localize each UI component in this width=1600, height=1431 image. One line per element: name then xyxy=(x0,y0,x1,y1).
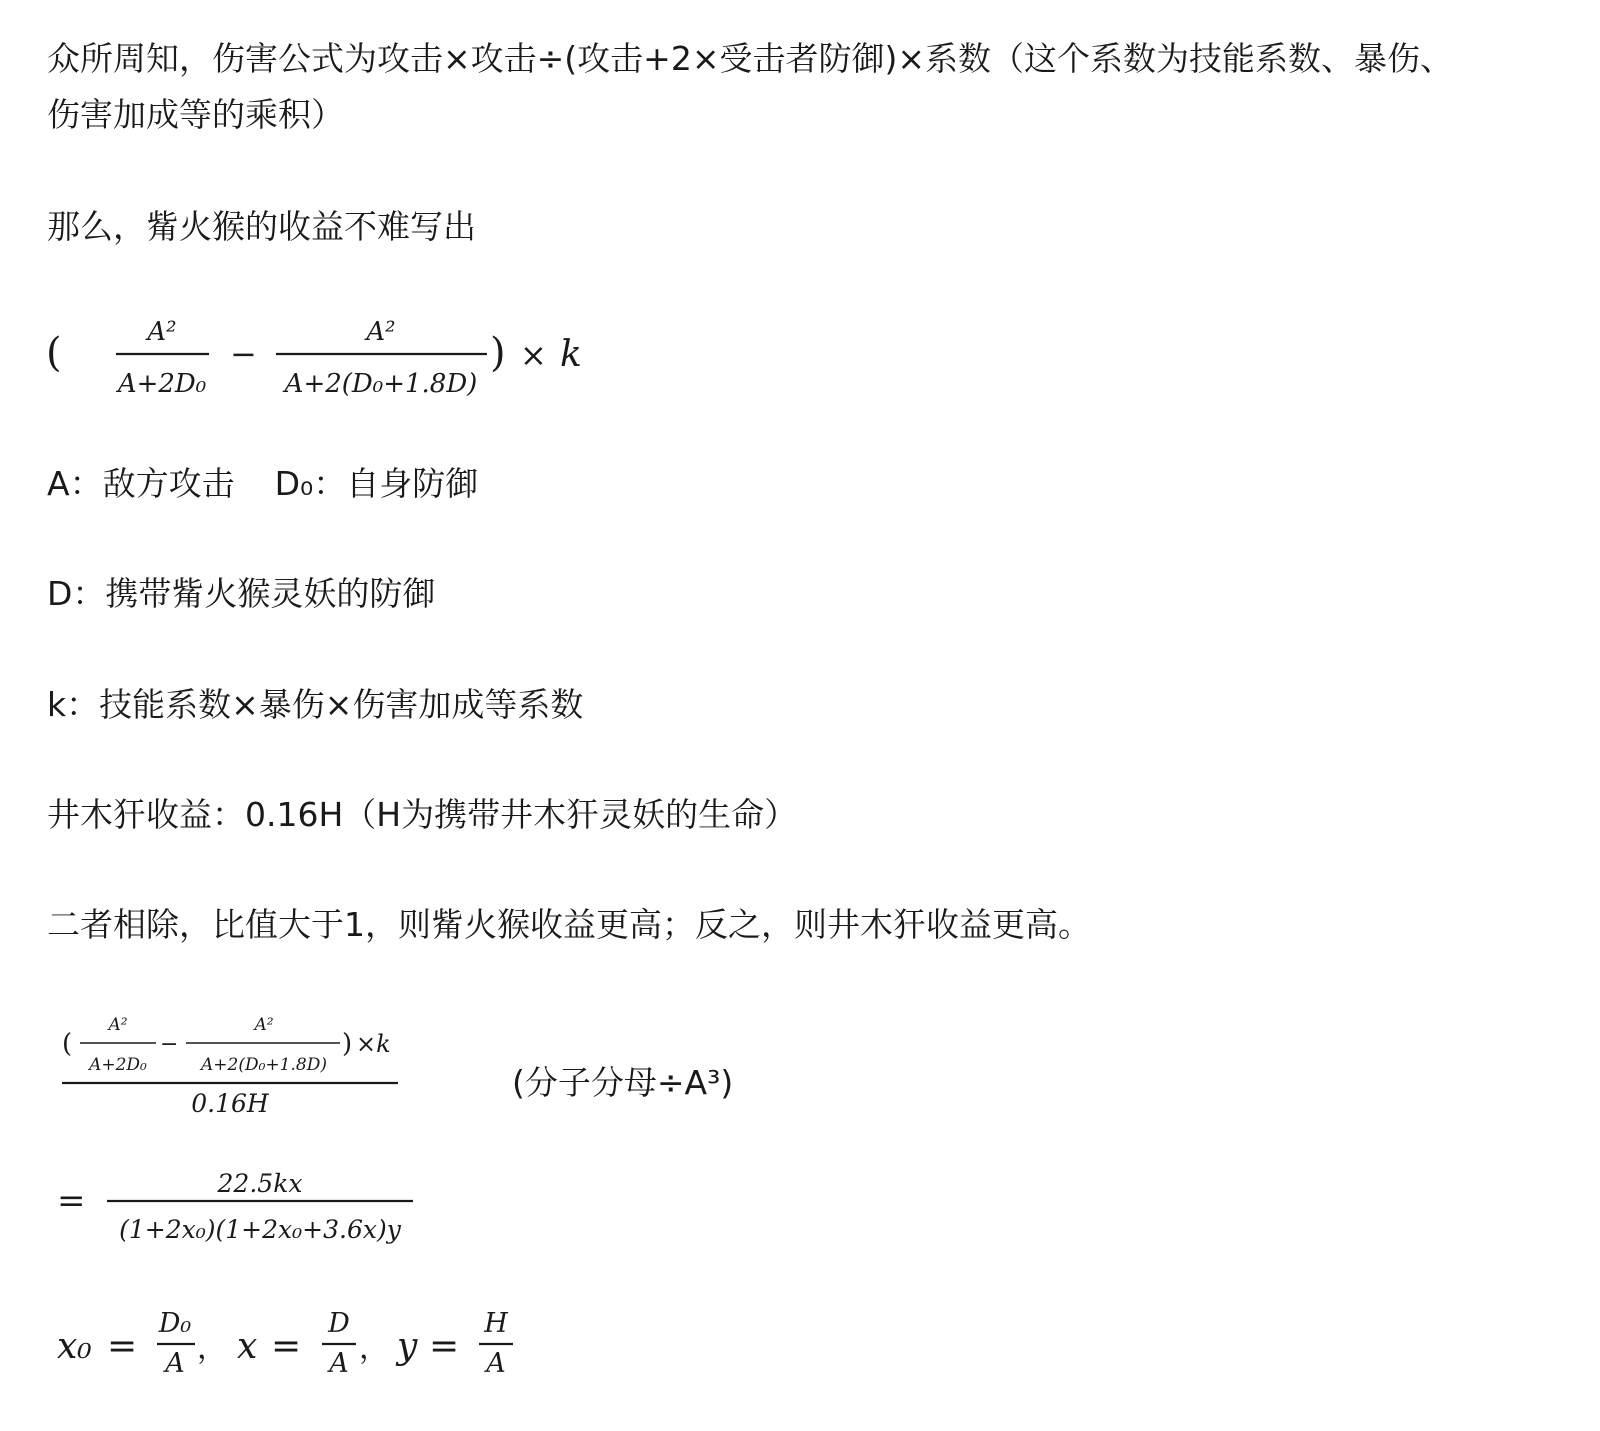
formula2-term2-numerator: A² xyxy=(254,1015,274,1035)
definition-a: A：敌方攻击 xyxy=(47,464,235,503)
formula4-separator-1: ， xyxy=(197,1331,227,1366)
formula2-term1-numerator: A² xyxy=(108,1015,128,1035)
formula-variable-definitions xyxy=(55,1300,535,1392)
formula1-term2-denominator: A+2(D₀+1.8D) xyxy=(284,369,478,399)
formula3-denominator: (1+2x₀)(1+2x₀+3.6x)y xyxy=(119,1215,401,1244)
definition-d0: D₀：自身防御 xyxy=(274,464,479,503)
formula1-term1-numerator: A² xyxy=(147,317,177,347)
formula4-y: y xyxy=(397,1326,418,1367)
formula1-times: × xyxy=(520,336,547,374)
formula1-open-paren: ( xyxy=(46,330,62,376)
formula4-x0-numerator: D₀ xyxy=(158,1308,192,1339)
formula4-separator-2: ， xyxy=(359,1331,389,1366)
formula2-term1-denominator: A+2D₀ xyxy=(89,1055,147,1075)
formula-simplified xyxy=(55,1162,435,1252)
formula2-term2-denominator: A+2(D₀+1.8D) xyxy=(201,1055,327,1075)
formula4-x-equals: = xyxy=(271,1326,302,1367)
formula4-x0-equals: = xyxy=(107,1326,138,1367)
formula2-note: (分子分母÷A³) xyxy=(512,1063,734,1102)
formula-ratio xyxy=(58,1010,418,1122)
comparison-rule: 二者相除，比值大于1，则觜火猴收益更高；反之，则井木犴收益更高。 xyxy=(47,905,1091,944)
intro-line-1: 众所周知，伤害公式为攻击×攻击÷(攻击+2×受击者防御)×系数（这个系数为技能系数、暴伤、 xyxy=(47,39,1453,78)
formula4-y-equals: = xyxy=(429,1326,460,1367)
formula2-open-paren: ( xyxy=(62,1029,73,1059)
formula4-x: x xyxy=(237,1326,258,1367)
formula4-y-denominator: A xyxy=(486,1348,506,1379)
definition-d: D：携带觜火猴灵妖的防御 xyxy=(47,574,436,613)
formula1-term1-denominator: A+2D₀ xyxy=(117,369,207,399)
formula1-k: k xyxy=(560,334,582,375)
formula2-close-paren: ) xyxy=(342,1029,353,1059)
formula1-term2-numerator: A² xyxy=(366,317,396,347)
intro-line-2: 伤害加成等的乘积） xyxy=(47,95,344,134)
definition-a-d0 xyxy=(47,462,478,506)
formula4-x0: x₀ xyxy=(57,1326,92,1367)
formula2-minus: − xyxy=(160,1032,179,1057)
formula1-close-paren: ) xyxy=(490,330,506,376)
formula4-y-numerator: H xyxy=(484,1308,508,1339)
jingmu-gain: 井木犴收益：0.16H（H为携带井木犴灵妖的生命） xyxy=(47,795,798,834)
formula2-denominator: 0.16H xyxy=(191,1089,269,1118)
definition-k: k：技能系数×暴伤×伤害加成等系数 xyxy=(47,685,584,724)
lead-sentence: 那么，觜火猴的收益不难写出 xyxy=(47,207,476,246)
formula4-x-denominator: A xyxy=(329,1348,349,1379)
formula4-x-numerator: D xyxy=(328,1308,350,1339)
formula2-times-k: ×k xyxy=(356,1030,391,1058)
formula1-minus: − xyxy=(230,335,257,373)
formula3-numerator: 22.5kx xyxy=(217,1169,303,1198)
formula4-x0-denominator: A xyxy=(165,1348,185,1379)
formula-gain-zuihuohou xyxy=(44,308,582,408)
formula3-equals: = xyxy=(57,1181,86,1221)
